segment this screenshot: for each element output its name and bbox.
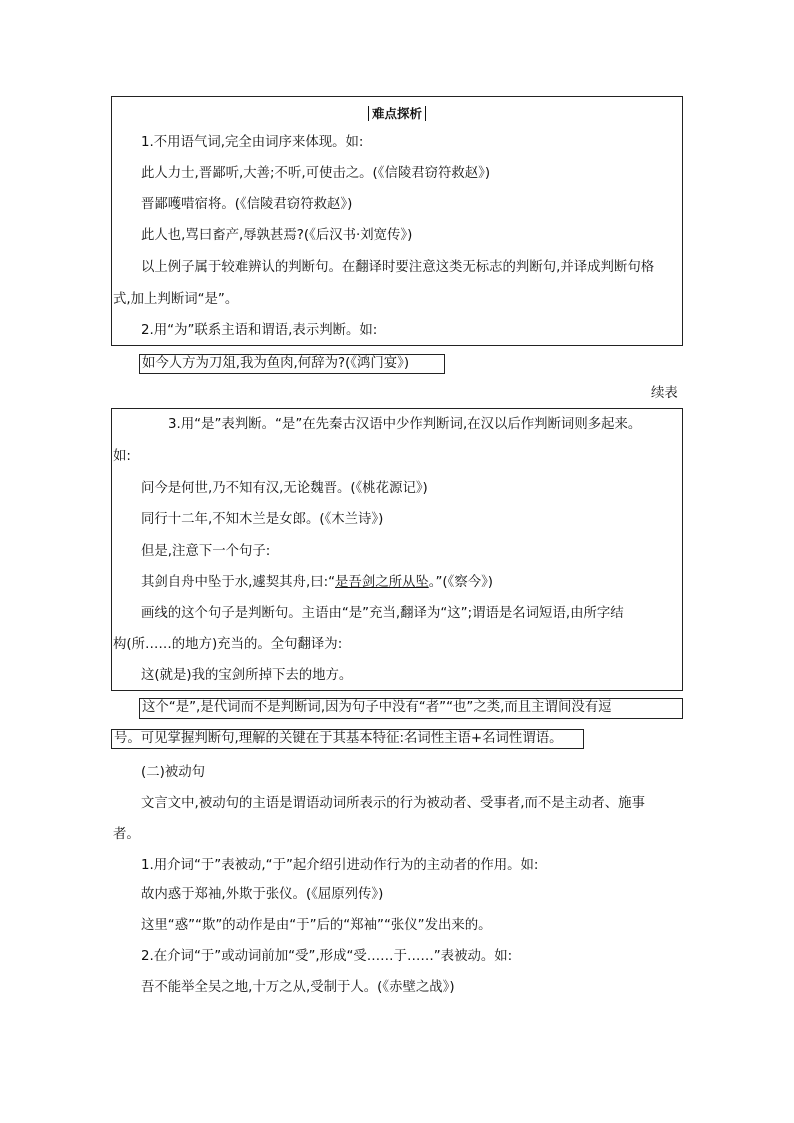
body-line-1: 文言文中,被动句的主语是谓语动词所表示的行为被动者、受事者,而不是主动者、施事 [141,796,645,811]
table1-line-5: 以上例子属于较难辨认的判断句。在翻译时要注意这类无标志的判断句,并译成判断句格 [141,260,655,275]
table2-line-3: 问今是何世,乃不知有汉,无论魏晋。(《桃花源记》) [141,481,428,496]
quote-tail: 。”(《察今》) [428,575,494,590]
table1-line-2: 此人力士,晋鄙听,大善;不听,可使击之。(《信陵君窃符救赵》) [141,166,491,181]
table2-line-4: 同行十二年,不知木兰是女郎。(《木兰诗》) [141,512,384,527]
body-line-4: 故内惑于郑袖,外欺于张仪。(《屈原列传》) [141,887,384,902]
underlined-sentence: 是吾剑之所从坠 [335,575,429,590]
body-line-3: 1.用介词“于”表被动,“于”起介绍引进动作行为的主动者的作用。如: [141,858,539,873]
table1-line-3: 晋鄙嚄唶宿将。(《信陵君窃符救赵》) [141,197,353,212]
body-line-5: 这里“惑”“欺”的动作是由“于”后的“郑袖”“张仪”发出来的。 [141,918,492,933]
framed-explanation-line-1: 这个“是”,是代词而不是判断词,因为句子中没有“者”“也”之类,而且主谓间没有逗 [139,698,683,719]
table1-line-6: 式,加上判断词“是”。 [113,292,239,307]
body-line-7: 吾不能举全吴之地,十万之从,受制于人。(《赤壁之战》) [141,980,455,995]
table2-line-8: 构(所……的地方)充当的。全句翻译为: [113,637,343,652]
framed-explanation-line-2: 号。可见掌握判断句,理解的关键在于其基本特征:名词性主语+名词性谓语。 [111,729,584,749]
body-line-2: 者。 [113,827,140,842]
section-heading-passive: (二)被动句 [141,765,206,780]
table1-line-1: 1.不用语气词,完全由词序来体现。如: [141,135,364,150]
quote-lead: 其剑自舟中坠于水,遽契其舟,曰:“ [141,575,336,590]
table2-line-9: 这(就是)我的宝剑所掉下去的地方。 [141,668,353,683]
continued-table-label: 续表 [651,386,678,401]
table2-line-1: 3.用“是”表判断。“是”在先秦古汉语中少作判断词,在汉以后作判断词则多起来。 [168,417,642,432]
table1-line-7: 2.用“为”联系主语和谓语,表示判断。如: [141,323,378,338]
table1-line-4: 此人也,骂曰畜产,辱孰甚焉?(《后汉书·刘宽传》) [141,228,413,243]
table2-line-5: 但是,注意下一个句子: [141,544,271,559]
table2-line-7: 画线的这个句子是判断句。主语由“是”充当,翻译为“这”;谓语是名词短语,由所字结 [141,606,624,621]
framed-quote-hongmen: 如今人方为刀俎,我为鱼肉,何辞为?(《鸿门宴》) [139,354,445,374]
table2-line-2: 如: [113,449,131,464]
table2-line-6 [141,574,493,592]
table-title: 难点探析 [112,104,682,122]
body-line-6: 2.在介词“于”或动词前加“受”,形成“受……于……”表被动。如: [141,949,513,964]
